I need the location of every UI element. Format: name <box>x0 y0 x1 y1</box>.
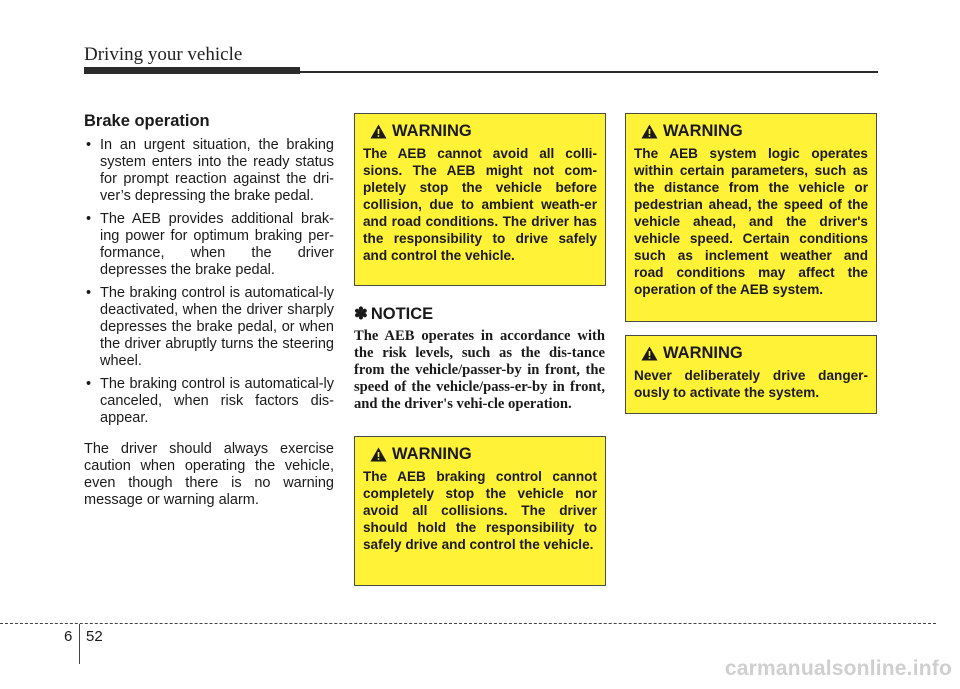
page-number: 52 <box>86 628 103 645</box>
bullet-dot-icon: • <box>86 211 92 227</box>
notice-text: The AEB operates in accordance with the risk levels, such as the dis-tance from the vehicle/passer-by in front, the speed of the vehicle/pass-er-by in front, and the driver's vehi-cle operation. <box>354 328 605 412</box>
warning-title <box>363 445 597 464</box>
bullet-text: The AEB provides additional brak-ing power for optimum braking per-formance, when the driver depresses the brake pedal. <box>100 211 334 278</box>
warning-text: The AEB cannot avoid all colli-sions. The AEB might not com-pletely stop the vehicle before collision, due to ambient weath-er and road conditions. The driver has the responsibility to drive safely and control the vehicle. <box>363 146 597 263</box>
warning-title-text: WARNING <box>392 122 472 140</box>
bullet-text: The braking control is automatical-ly deactivated, when the driver sharply depresses the brake pedal, or when the driver abruptly turns the steering wheel. <box>100 285 334 369</box>
header-rule-thin <box>300 71 878 73</box>
warning-text: Never deliberately drive danger-ously to activate the system. <box>634 368 868 400</box>
bullet-text: In an urgent situation, the braking system enters into the ready status for prompt reaction against the dri-ver’s depressing the brake pedal. <box>100 137 334 204</box>
warning-triangle-icon <box>641 124 658 139</box>
header-rule-thick <box>84 67 300 74</box>
footer-divider <box>79 624 80 664</box>
bullet-item <box>84 285 334 370</box>
warning-title-text: WARNING <box>663 122 743 140</box>
bullet-dot-icon: • <box>86 137 92 153</box>
page-header-title: Driving your vehicle <box>84 44 243 65</box>
bullet-item <box>84 137 334 205</box>
bullet-dot-icon: • <box>86 376 92 392</box>
warning-text: The AEB braking control cannot completely stop the vehicle nor avoid all collisions. The driver should hold the responsibility to safely drive and control the vehicle. <box>363 469 597 552</box>
notice-star-icon: ✽ <box>354 305 368 323</box>
warning-triangle-icon <box>641 346 658 361</box>
bullet-list <box>84 137 334 427</box>
warning-text: The AEB system logic operates within certain parameters, such as the distance from the vehicle or pedestrian ahead, the speed of the vehicle ahead, and the driver's vehicle speed. Certain conditions such as inclement weather and road conditions may affect the operation of the AEB system. <box>634 146 868 297</box>
warning-title <box>363 122 597 141</box>
notice-heading <box>354 304 605 324</box>
warning-triangle-icon <box>370 447 387 462</box>
chapter-number: 6 <box>64 628 73 645</box>
brake-operation-section <box>84 112 334 509</box>
notice-heading-text: NOTICE <box>370 304 434 323</box>
watermark: carmanualsonline.info <box>724 657 952 680</box>
warning-title <box>634 122 868 141</box>
bullet-dot-icon: • <box>86 285 92 301</box>
warning-box-never-drive-dangerously <box>625 335 877 414</box>
caution-paragraph: The driver should always exercise caution when operating the vehicle, even though there is no warning message or warning alarm. <box>84 441 334 508</box>
notice-section <box>354 304 605 413</box>
warning-triangle-icon <box>370 124 387 139</box>
warning-box-system-logic <box>625 113 877 322</box>
warning-box-aeb-cannot-avoid <box>354 113 606 286</box>
warning-title-text: WARNING <box>392 445 472 463</box>
warning-box-braking-control <box>354 436 606 586</box>
bullet-text: The braking control is automatical-ly canceled, when risk factors dis-appear. <box>100 376 334 426</box>
bullet-item <box>84 376 334 427</box>
warning-title-text: WARNING <box>663 344 743 362</box>
warning-title <box>634 344 868 363</box>
bullet-item <box>84 211 334 279</box>
section-heading: Brake operation <box>84 112 210 130</box>
footer-dashed-rule <box>0 623 936 624</box>
